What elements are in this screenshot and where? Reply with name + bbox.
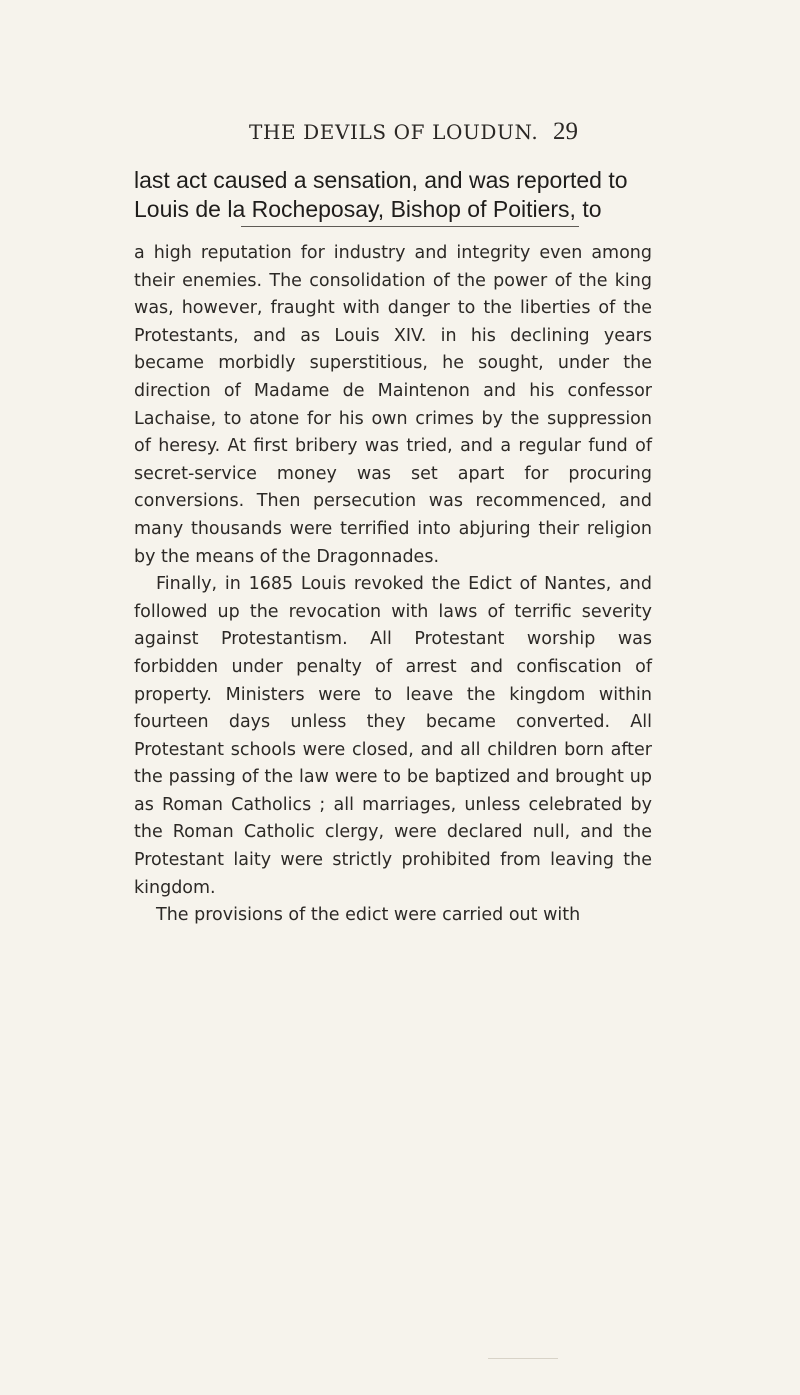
- paragraph-provisions: The provisions of the edict were carried out with: [156, 905, 581, 926]
- page-number: 29: [553, 118, 578, 145]
- separator-rule: [241, 226, 579, 227]
- body-text: [134, 240, 652, 930]
- intro-line: last act caused a sensation, and was reported to: [134, 167, 628, 193]
- running-head: [0, 120, 800, 150]
- paragraph-revocation: Finally, in 1685 Louis revoked the Edict of Nantes, and followed up the revocation with laws of terrific severity against Protestantism. All Protestant worship was forbidden under penalty of arrest and confiscation of property. Ministers were to leave the kingdom within fourteen days unless they became converted. All Protestant schools were closed, and all children born after the passing of the law were to be baptized and brought up as Roman Catholics ; all marriages, unless celebrated by the Roman Catholic clergy, were declared null, and the Protestant laity were strictly prohibited from leaving the kingdom.: [134, 574, 652, 898]
- running-title: THE DEVILS OF LOUDUN.: [249, 120, 539, 144]
- bottom-smudge: [488, 1358, 558, 1359]
- intro-line: Louis de la Rocheposay, Bishop of Poitiers, to: [134, 196, 602, 222]
- pasted-intro-text: [134, 166, 654, 224]
- paragraph-continued: a high reputation for industry and integrity even among their enemies. The consolidation of the power of the king was, however, fraught with danger to the liberties of the Protestants, and as Louis XIV. in his declining years became morbidly superstitious, he sought, under the direction of Madame de Maintenon and his confessor Lachaise, to atone for his own crimes by the suppression of heresy. At first bribery was tried, and a regular fund of secret-service money was set apart for procuring conversions. Then persecution was recommenced, and many thousands were terrified into abjuring their religion by the means of the Dragonnades.: [134, 243, 652, 567]
